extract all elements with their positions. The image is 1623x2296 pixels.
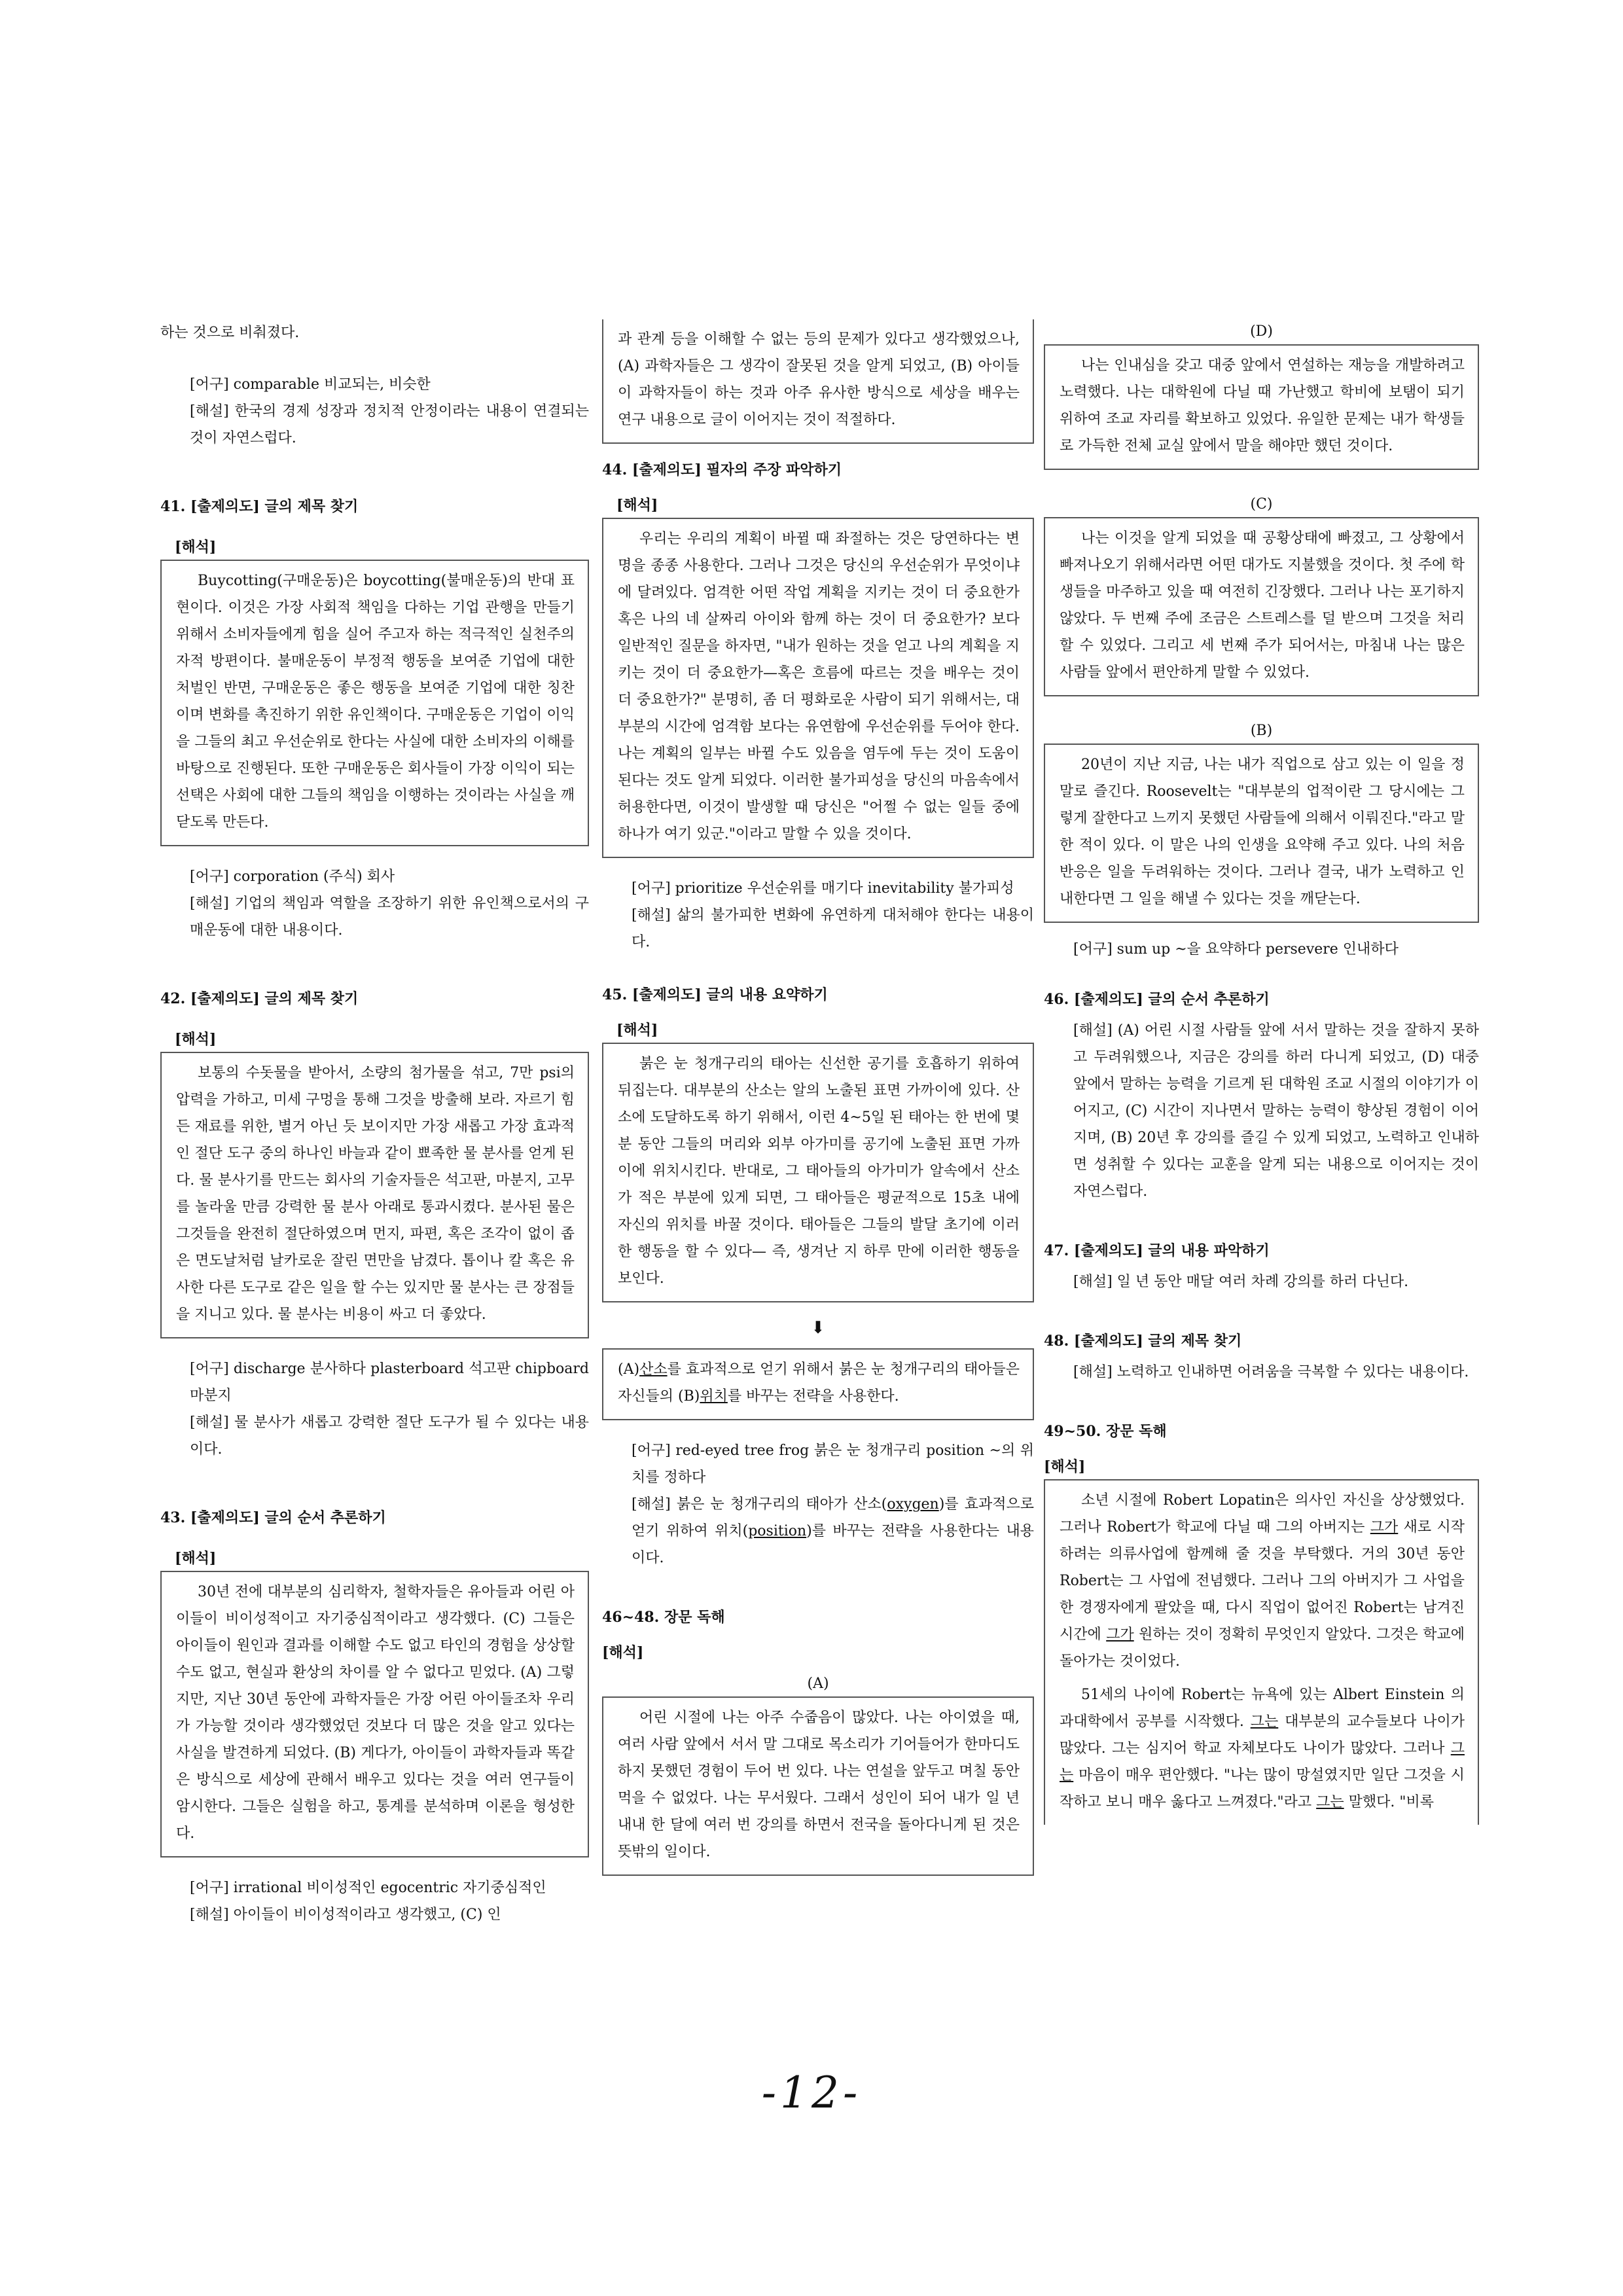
text-run: 대부분의 교수들보다 나이가 많았다. 그는 심지어 학교 자체보다도 나이가 많았다. 그러나 xyxy=(1060,1713,1465,1757)
passage-d-label: (D) xyxy=(1250,323,1273,340)
passage-a-label: (A) xyxy=(807,1676,829,1692)
text-run: 소년 시절에 Robert Lopatin은 의사인 자신을 상상했었다. 그러나 Robert가 학교에 다닐 때 그의 아버지는 xyxy=(1060,1492,1465,1535)
b-vocab: [어구] sum up ~을 요약하다 persevere 인내하다 xyxy=(1073,941,1399,958)
q46-heading: 46. [출제의도] 글의 순서 추론하기 xyxy=(1044,991,1270,1008)
passage-b-box xyxy=(1044,744,1479,923)
q45-tag: [해석] xyxy=(616,1022,658,1039)
cont-text: 하는 것으로 비춰졌다. xyxy=(160,325,300,341)
q44-translation: 우리는 우리의 계획이 바뀔 때 좌절하는 것은 당연하다는 변명을 종종 사용한다. 그러나 그것은 당신의 우선순위가 무엇이냐에 달려있다. 엄격한 어떤 작업 계획을 지키는 것이 더 중요한가 혹은 나의 네 살짜리 아이와 함께 하는 것이 더 중요한가? 보다 일반적인 질문을 하자면, "내가 원하는 것을 얻고 나의 계획을 지키는 것이 더 중요한가—혹은 흐름에 따르는 것을 배우는 것이 더 중요한가?" 분명히, 좀 더 평화로운 사람이 되기 위해서는, 대부분의 시간에 엄격함 보다는 유연함에 우선순위를 두어야 한다. 나는 계획의 일부는 바뀔 수도 있음을 염두에 두는 것이 도움이 된다는 것도 알게 되었다. 이러한 불가피성을 당신의 마음속에서 허용한다면, 이것이 발생할 때 당신은 "어쩔 수 없는 일들 중에 하나가 여기 있군."이라고 말할 수 있을 것이다. xyxy=(618,531,1020,842)
text-run: 마음이 매우 편안했다. "나는 많이 망설였지만 일단 그것을 시작하고 보니 매우 옳다고 느껴졌다."라고 xyxy=(1060,1767,1465,1810)
underline-d: 그는 xyxy=(1060,1740,1465,1784)
explanation-note: [해설] 한국의 경제 성장과 정치적 안정이라는 내용이 연결되는 것이 자연스럽다. xyxy=(190,403,589,446)
q41-vocab: [어구] corporation (주식) 회사 xyxy=(190,869,395,885)
passage-paragraph-1 xyxy=(1060,1487,1465,1675)
q47-explanation: [해설] 일 년 동안 매달 여러 차례 강의를 하러 다닌다. xyxy=(1073,1274,1409,1290)
q44-explanation: [해설] 삶의 불가피한 변화에 유연하게 대처해야 한다는 내용이다. xyxy=(632,907,1034,950)
q48-explanation: [해설] 노력하고 인내하면 어려움을 극복할 수 있다는 내용이다. xyxy=(1073,1364,1469,1380)
q45-summary-box xyxy=(602,1348,1034,1420)
column-right xyxy=(1044,319,1479,1825)
q46-explanation: [해설] (A) 어린 시절 사람들 앞에 서서 말하는 것을 잘하지 못하고 두려워했으나, 지금은 강의를 하러 다니게 되었고, (D) 대중 앞에서 말하는 능력을 기르게 된 대학원 조교 시절의 이야기가 이어지고, (C) 시간이 지나면서 말하는 능력이 향상된 경험이 이어지며, (B) 20년 후 강의를 즐길 수 있게 되었고, 노력하고 인내하면 성취할 수 있다는 교훈을 알게 되는 내용으로 이어지는 것이 자연스럽다. xyxy=(1073,1022,1479,1200)
page-number: -12- xyxy=(761,2068,862,2118)
q42-tag: [해석] xyxy=(175,1031,217,1048)
q43-explanation: [해설] 아이들이 비이성적이라고 생각했고, (C) 인 xyxy=(190,1907,501,1923)
q41-explanation: [해설] 기업의 책임과 역할을 조장하기 위한 유인책으로서의 구매운동에 대한 내용이다. xyxy=(190,895,589,939)
q43-translation-box xyxy=(160,1571,589,1857)
q44-vocab: [어구] prioritize 우선순위를 매기다 inevitability 불가피성 xyxy=(632,880,1014,897)
q44-tag: [해석] xyxy=(616,497,658,514)
summary-a-label: (A) xyxy=(618,1361,640,1378)
q41-tag: [해석] xyxy=(175,539,217,556)
summary-mid: 를 효과적으로 얻기 위해서 붉은 눈 청개구리의 태아들은 자신들의 (B) xyxy=(618,1361,1020,1405)
q46-48-heading: 46~48. 장문 독해 xyxy=(602,1609,725,1626)
q43-explanation-cont: 과 관계 등을 이해할 수 없는 등의 문제가 있다고 생각했었으나, (A) 과학자들은 그 생각이 잘못된 것을 알게 되었고, (B) 아이들이 과학자들이 하는 것과 아주 유사한 방식으로 세상을 배우는 연구 내용으로 글이 이어지는 것이 적절하다. xyxy=(618,331,1020,428)
underline-a: 그가 xyxy=(1370,1519,1399,1535)
summary-blank-a: 산소 xyxy=(639,1361,668,1378)
q45-vocab: [어구] red-eyed tree frog 붉은 눈 청개구리 position ~의 위치를 정하다 xyxy=(632,1443,1034,1486)
passage-d-text: 나는 인내심을 갖고 대중 앞에서 연설하는 재능을 개발하려고 노력했다. 나는 대학원에 다닐 때 가난했고 학비에 보탬이 되기 위하여 조교 자리를 확보하고 있었다. 유일한 문제는 내가 학생들로 가득한 전체 교실 앞에서 말을 해야만 했던 것이다. xyxy=(1060,357,1465,454)
q42-explanation: [해설] 물 분사가 새롭고 강력한 절단 도구가 될 수 있다는 내용이다. xyxy=(190,1414,589,1458)
q41-translation-box xyxy=(160,560,589,846)
underline-b: 그가 xyxy=(1106,1626,1134,1643)
q45-heading: 45. [출제의도] 글의 내용 요약하기 xyxy=(602,986,828,1003)
vocab-note: [어구] comparable 비교되는, 비슷한 xyxy=(190,376,431,393)
q42-vocab: [어구] discharge 분사하다 plasterboard 석고판 chipboard 마분지 xyxy=(190,1361,589,1404)
q43-tag: [해석] xyxy=(175,1550,217,1567)
q49-50-tag: [해석] xyxy=(1044,1458,1086,1475)
q45-summary xyxy=(618,1356,1020,1410)
q45-explanation xyxy=(602,1491,1034,1571)
exp-pre: [해설] 붉은 눈 청개구리의 태아가 산소( xyxy=(632,1496,887,1513)
passage-b-text: 20년이 지난 지금, 나는 내가 직업으로 삼고 있는 이 일을 정말로 즐긴다. Roosevelt는 "대부분의 업적이란 그 당시에는 그렇게 잘한다고 느끼지 못했던 사람들에 의해서 이뤄진다."라고 말한 적이 있다. 이 말은 나의 인생을 요약해 주고 있다. 나의 처음 반응은 일을 두려워하는 것이다. 그러나 결국, 내가 노력하고 인내한다면 그 일을 해낼 수 있다는 것을 깨닫는다. xyxy=(1060,757,1465,907)
exp-position: position xyxy=(748,1523,807,1539)
passage-d-box xyxy=(1044,344,1479,470)
q41-translation: Buycotting(구매운동)은 boycotting(불매운동)의 반대 표현이다. 이것은 가장 사회적 책임을 다하는 기업 관행을 만들기 위해서 소비자들에게 힘을 실어 주고자 하는 적극적인 실천주의자적 방편이다. 불매운동이 부정적 행동을 보여준 기업에 대한 처벌인 반면, 구매운동은 좋은 행동을 보여준 기업에 대한 칭찬이며 변화를 촉진하기 위한 유인책이다. 구매운동은 기업이 이익을 그들의 최고 우선순위로 한다는 사실에 대한 소비자의 이해를 바탕으로 진행된다. 또한 구매운동은 회사들이 가장 이익이 되는 선택은 사회에 대한 그들의 책임을 이행하는 것이라는 사실을 깨닫도록 만든다. xyxy=(176,573,575,831)
q43-heading: 43. [출제의도] 글의 순서 추론하기 xyxy=(160,1509,386,1526)
down-arrow-icon: ⬇ xyxy=(811,1318,825,1338)
text-run: 새로 시작하려는 의류사업에 함께해 줄 것을 부탁했다. 거의 30년 동안 Robert는 그 사업에 전념했다. 그러나 그의 아버지가 그 사업을 한 경쟁자에게 팔았을 때, 다시 직업이 없어진 Robert는 남겨진 시간에 xyxy=(1060,1519,1465,1643)
q42-translation-box xyxy=(160,1052,589,1338)
passage-paragraph-2 xyxy=(1060,1681,1465,1816)
q47-heading: 47. [출제의도] 글의 내용 파악하기 xyxy=(1044,1242,1270,1259)
q42-heading: 42. [출제의도] 글의 제목 찾기 xyxy=(160,990,359,1007)
q43-vocab: [어구] irrational 비이성적인 egocentric 자기중심적인 xyxy=(190,1880,546,1896)
summary-blank-b: 위치 xyxy=(700,1388,728,1405)
text-run: 말했다. "비록 xyxy=(1344,1794,1434,1810)
text-run: 51세의 나이에 Robert는 뉴욕에 있는 Albert Einstein 의과대학에서 공부를 시작했다. xyxy=(1060,1687,1465,1730)
q45-translation: 붉은 눈 청개구리의 태아는 신선한 공기를 호흡하기 위하여 뒤집는다. 대부분의 산소는 알의 노출된 표면 가까이에 있다. 산소에 도달하도록 하기 위해서, 이런 4~5일 된 태아는 한 번에 몇 분 동안 그들의 머리와 외부 아가미를 공기에 노출된 표면 가까이에 위치시킨다. 반대로, 그 태아들의 아가미가 알속에서 산소가 적은 부분에 있게 되면, 그 태아들은 평균적으로 15초 내에 자신의 위치를 바꿀 것이다. 태아들은 그들의 발달 초기에 이러한 행동을 할 수 있다— 즉, 생겨난 지 하루 만에 이러한 행동을 보인다. xyxy=(618,1056,1020,1287)
passage-c-box xyxy=(1044,517,1479,696)
q49-50-heading: 49~50. 장문 독해 xyxy=(1044,1423,1167,1440)
q41-heading: 41. [출제의도] 글의 제목 찾기 xyxy=(160,498,359,515)
q49-50-passage-box xyxy=(1044,1479,1479,1825)
text-run: 원하는 것이 정확히 무엇인지 알았다. 그것은 학교에 돌아가는 것이었다. xyxy=(1060,1626,1465,1670)
exp-oxygen: oxygen xyxy=(887,1496,939,1513)
q48-heading: 48. [출제의도] 글의 제목 찾기 xyxy=(1044,1333,1242,1350)
summary-post: 를 바꾸는 전략을 사용한다. xyxy=(727,1388,899,1405)
passage-c-label: (C) xyxy=(1250,496,1273,512)
column-middle xyxy=(602,319,1034,1876)
passage-a-box xyxy=(602,1696,1034,1876)
passage-b-label: (B) xyxy=(1250,723,1273,739)
q44-translation-box xyxy=(602,518,1034,858)
exp-post: )를 바꾸는 전략을 사용한다는 내용이다. xyxy=(632,1523,1034,1566)
q45-translation-box xyxy=(602,1043,1034,1302)
q44-heading: 44. [출제의도] 필자의 주장 파악하기 xyxy=(602,461,842,478)
column-left xyxy=(160,319,589,1928)
q42-translation: 보통의 수돗물을 받아서, 소량의 첨가물을 섞고, 7만 psi의 압력을 가하고, 미세 구멍을 통해 그것을 방출해 보라. 자르기 힘든 재료를 위한, 별거 아닌 듯 보이지만 가장 새롭고 가장 효과적인 절단 도구 중의 하나인 바늘과 같이 뾰족한 물 분사를 얻게 된다. 물 분사기를 만드는 회사의 기술자들은 석고판, 마분지, 고무를 놀라울 만큼 강력한 물 분사 아래로 통과시켰다. 분사된 물은 그것들을 완전히 절단하였으며 먼지, 파편, 혹은 조각이 없이 좁은 면도날처럼 날카로운 잘린 면만을 남겼다. 톱이나 칼 혹은 유사한 다른 도구로 같은 일을 할 수는 있지만 물 분사는 큰 장점들을 지니고 있다. 물 분사는 비용이 싸고 더 좋았다. xyxy=(176,1065,575,1323)
q43-translation: 30년 전에 대부분의 심리학자, 철학자들은 유아들과 어린 아이들이 비이성적이고 자기중심적이라고 생각했다. (C) 그들은 아이들이 원인과 결과를 이해할 수도 없고 타인의 경험을 상상할 수도 없고, 현실과 환상의 차이를 알 수 없다고 믿었다. (A) 그렇지만, 지난 30년 동안에 과학자들은 가장 어린 아이들조차 우리가 가능할 것이라 생각했었던 것보다 더 많은 것을 알고 있다는 사실을 발견하게 되었다. (B) 게다가, 아이들이 과학자들과 똑같은 방식으로 세상에 관해서 배우고 있다는 것을 여러 연구들이 암시한다. 그들은 실험을 하고, 통계를 분석하며 이론을 형성한다. xyxy=(176,1584,575,1842)
passage-c-text: 나는 이것을 알게 되었을 때 공황상태에 빠졌고, 그 상황에서 빠져나오기 위해서라면 어떤 대가도 지불했을 것이다. 첫 주에 학생들을 마주하고 있을 때 여전히 긴장했다. 그러나 나는 포기하지 않았다. 두 번째 주에 조금은 스트레스를 덜 받으며 그것을 처리할 수 있었다. 그리고 세 번째 주가 되어서는, 마침내 나는 많은 사람들 앞에서 편안하게 말할 수 있었다. xyxy=(1060,530,1465,681)
underline-e: 그는 xyxy=(1316,1794,1344,1810)
underline-c: 그는 xyxy=(1250,1713,1279,1730)
passage-a-text: 어린 시절에 나는 아주 수줍음이 많았다. 나는 아이였을 때, 여러 사람 앞에서 서서 말 그대로 목소리가 기어들어가 한마디도 하지 못했던 경험이 두어 번 있다. 나는 연설을 앞두고 며칠 동안 먹을 수 없었다. 나는 무서웠다. 그래서 성인이 되어 내가 일 년 내내 한 달에 여러 번 강의를 하면서 전국을 돌아다니게 된 것은 뜻밖의 일이다. xyxy=(618,1710,1020,1860)
exp-mid: )를 효과적으로 얻기 위하여 위치( xyxy=(632,1496,1034,1539)
q46-48-tag: [해석] xyxy=(602,1644,644,1661)
q43-explanation-cont-box xyxy=(602,319,1034,444)
